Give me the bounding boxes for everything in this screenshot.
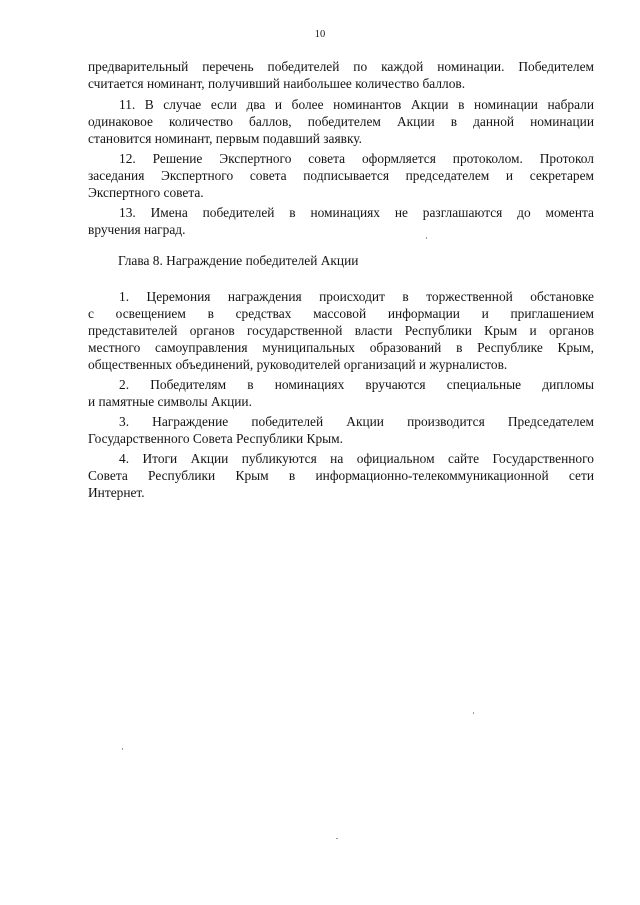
text-line: Совета Республики Крым в информационно-телекоммуникационной сети [88,468,594,483]
text-line: считается номинант, получивший наибольшее количество баллов. [88,76,466,91]
text-line: 1. Церемония награждения происходит в торжественной обстановке [119,289,594,304]
text-line: Государственного Совета Республики Крым. [88,431,343,446]
text-line: и памятные символы Акции. [88,394,252,409]
text-line: заседания Экспертного совета подписывается председателем и секретарем [88,168,594,183]
scan-speck [426,237,427,239]
text-line: 13. Имена победителей в номинациях не разглашаются до момента [119,205,594,220]
text-line: общественных объединений, руководителей организаций и журналистов. [88,357,508,372]
text-line: одинаковое количество баллов, победителем Акции в данной номинации [88,114,594,129]
text-line: представителей органов государственной власти Республики Крым и органов [88,323,594,338]
text-line: вручения наград. [88,222,186,237]
scan-speck [122,748,123,750]
text-line: 3. Награждение победителей Акции производится Председателем [119,414,594,429]
text-line: 11. В случае если два и более номинантов Акции в номинации набрали [119,97,594,112]
chapter-heading: Глава 8. Награждение победителей Акции [118,253,359,268]
scan-speck [336,838,338,839]
text-line: предварительный перечень победителей по каждой номинации. Победителем [88,59,594,74]
page-number: 10 [314,29,326,40]
text-line: 4. Итоги Акции публикуются на официальном сайте Государственного [119,451,594,466]
text-line: местного самоуправления муниципальных образований в Республике Крым, [88,340,594,355]
text-line: 2. Победителям в номинациях вручаются специальные дипломы [119,377,594,392]
scan-speck [473,712,474,714]
text-line: 12. Решение Экспертного совета оформляется протоколом. Протокол [119,151,594,166]
text-line: Экспертного совета. [88,185,204,200]
text-line: становится номинант, первым подавший заявку. [88,131,363,146]
text-line: с освещением в средствах массовой информации и приглашением [88,306,594,321]
text-line: Интернет. [88,485,145,500]
